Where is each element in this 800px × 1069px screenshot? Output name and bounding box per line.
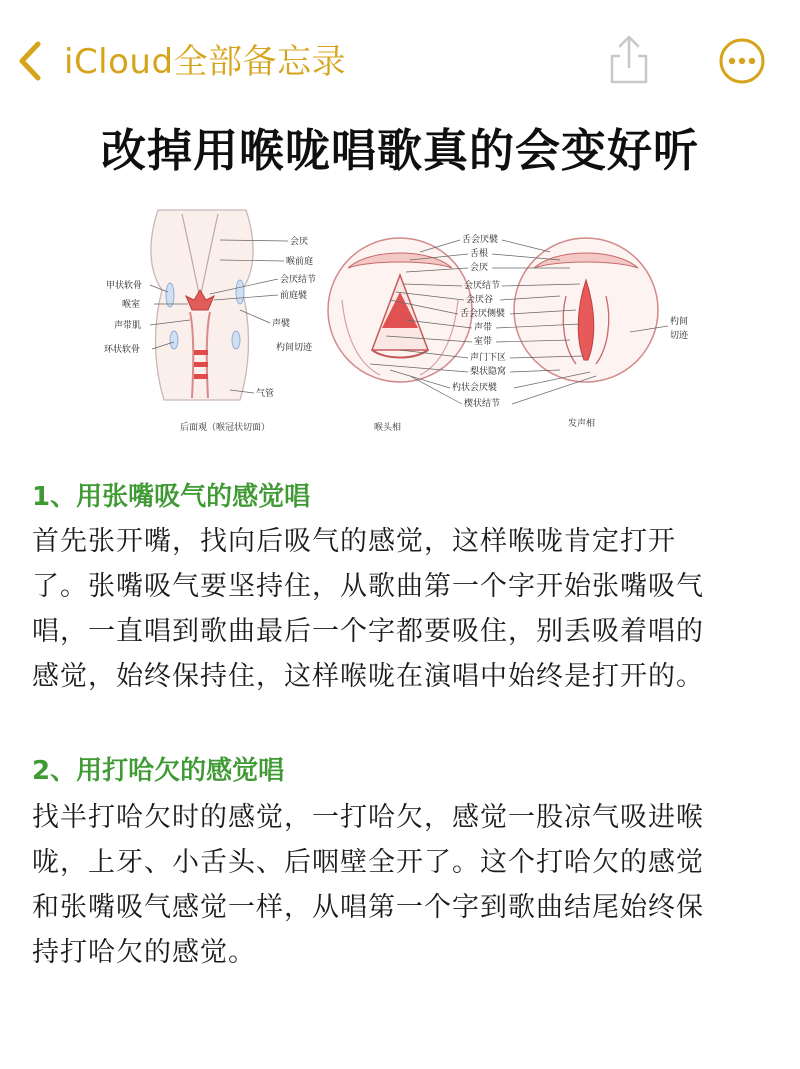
label-shidai: 室带 (474, 337, 493, 347)
laryngoscope-respiration-drawing (328, 238, 472, 382)
larynx-anatomy-illustration (90, 200, 710, 450)
navigation-bar (0, 0, 800, 120)
label-shengdaiji: 声带肌 (114, 321, 142, 331)
label-huiyanjiejie-right: 会厌结节 (464, 281, 501, 291)
laryngoscope-phonation-drawing (514, 238, 658, 382)
caption-respiration: 喉头相 (374, 423, 402, 433)
caption-phonation: 发声相 (568, 419, 596, 429)
section-1-paragraph (32, 519, 777, 699)
section-heading-1: 1、用张嘴吸气的感觉唱 (32, 482, 311, 512)
paragraph-line: 唱，一直唱到歌曲最后一个字都要吸住，别丢吸着唱的 (32, 616, 704, 647)
label-huiyan: 会厌 (290, 237, 309, 247)
label-huanzhuangruangu: 环状软骨 (104, 345, 141, 355)
note-title: 改掉用喉咙唱歌真的会变好听 (100, 124, 699, 177)
label-huiyangu: 会厌谷 (466, 295, 494, 305)
label-sheyancebi: 舌会厌侧襞 (460, 309, 506, 319)
label-huiyanjiejie: 会厌结节 (280, 275, 317, 285)
label-shengmenxiaqu: 声门下区 (470, 353, 507, 363)
paragraph-line: 咙，上牙、小舌头、后咽壁全开了。这个打哈欠的感觉 (32, 847, 704, 878)
share-icon[interactable] (606, 34, 652, 86)
paragraph-line: 持打哈欠的感觉。 (32, 937, 256, 968)
label-qiguan: 气管 (256, 389, 275, 399)
paragraph-line: 找半打哈欠时的感觉，一打哈欠，感觉一股凉气吸进喉 (32, 802, 704, 833)
label-sheyanbi: 舌会厌襞 (462, 235, 499, 245)
label-xiezhuangjiejie: 楔状结节 (464, 399, 501, 409)
label-lizhuangyinwo: 梨状隐窝 (470, 367, 507, 377)
section-2-paragraph (32, 795, 777, 975)
more-icon[interactable] (718, 37, 766, 85)
paragraph-line: 首先张开嘴，找向后吸气的感觉，这样喉咙肯定打开 (32, 526, 676, 557)
label-jiazhuangruangu: 甲状软骨 (106, 281, 143, 291)
label-shaojianqieji: 杓间切迹 (276, 343, 313, 353)
label-huiyan-right: 会厌 (470, 263, 489, 273)
chevron-left-icon[interactable] (16, 40, 46, 82)
label-shengdai: 声带 (474, 323, 493, 333)
paragraph-line: 感觉，始终保持住，这样喉咙在演唱中始终是打开的。 (32, 661, 704, 692)
label-shengbi: 声襞 (272, 319, 291, 329)
caption-coronal: 后面观（喉冠状切面） (180, 423, 271, 433)
label-qieji: 切迹 (670, 331, 689, 341)
label-shaojian: 杓间 (670, 317, 689, 327)
label-houshi: 喉室 (122, 300, 141, 310)
paragraph-line: 了。张嘴吸气要坚持住，从歌曲第一个字开始张嘴吸气 (32, 571, 704, 602)
paragraph-line: 和张嘴吸气感觉一样，从唱第一个字到歌曲结尾始终保 (32, 892, 704, 923)
label-shegen: 舌根 (470, 249, 489, 259)
section-heading-2: 2、用打哈欠的感觉唱 (32, 756, 285, 786)
coronal-section-drawing (151, 210, 253, 400)
label-qiantingbi: 前庭襞 (280, 291, 308, 301)
label-shaozhuanghuiyanbi: 杓状会厌襞 (452, 383, 498, 393)
label-houqianting: 喉前庭 (286, 257, 314, 267)
back-button[interactable]: iCloud全部备忘录 (64, 42, 347, 82)
